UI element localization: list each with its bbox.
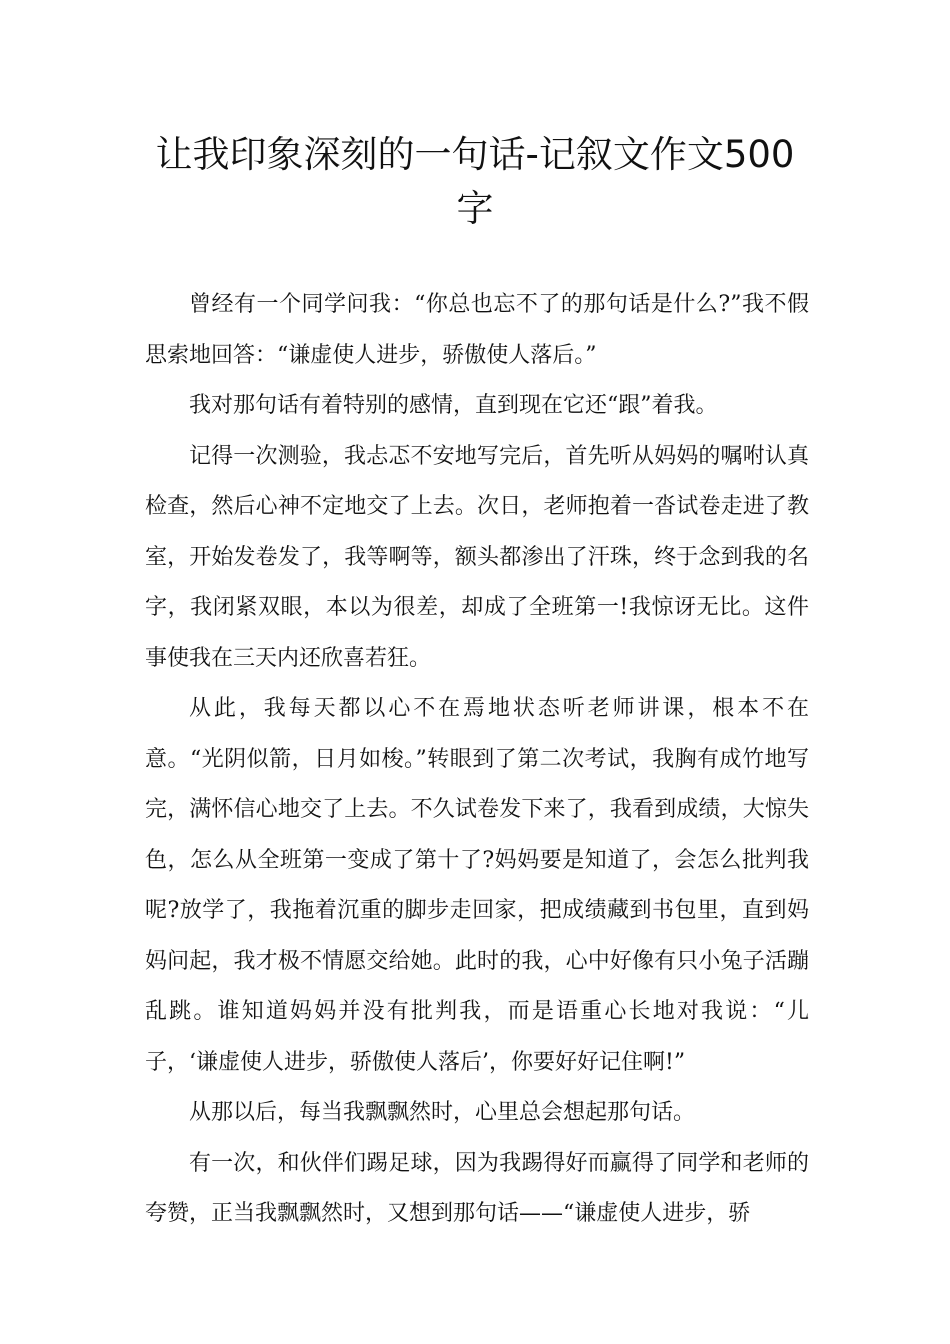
- document-title: 让我印象深刻的一句话-记叙文作文500字: [155, 133, 795, 230]
- paragraph-4: 从此，我每天都以心不在焉地状态听老师讲课，根本不在意。“光阴似箭，日月如梭。”转眼到了第二次考试，我胸有成竹地写完，满怀信心地交了上去。不久试卷发下来了，我看到成绩，大惊失色，怎么从全班第一变成了第十了?妈妈要是知道了，会怎么批判我呢?放学了，我拖着沉重的脚步走回家，把成绩藏到书包里，直到妈妈问起，我才极不情愿交给她。此时的我，心中好像有只小兔子活蹦乱跳。谁知道妈妈并没有批判我，而是语重心长地对我说：“儿子，‘谦虚使人进步，骄傲使人落后’，你要好好记住啊!”: [145, 696, 809, 1075]
- paragraph-2: 我对那句话有着特别的感情，直到现在它还“跟”着我。: [189, 393, 718, 418]
- paragraph-1: 曾经有一个同学问我：“你总也忘不了的那句话是什么?”我不假思索地回答：“谦虚使人进步，骄傲使人落后。”: [145, 292, 809, 368]
- paragraph-5: 从那以后，每当我飘飘然时，心里总会想起那句话。: [189, 1100, 696, 1125]
- document-body: [145, 280, 809, 1240]
- paragraph-3: 记得一次测验，我忐忑不安地写完后，首先听从妈妈的嘱咐认真检查，然后心神不定地交了上去。次日，老师抱着一沓试卷走进了教室，开始发卷发了，我等啊等，额头都渗出了汗珠，终于念到我的名字，我闭紧双眼，本以为很差，却成了全班第一!我惊讶无比。这件事使我在三天内还欣喜若狂。: [145, 443, 809, 671]
- paragraph-6: 有一次，和伙伴们踢足球，因为我踢得好而赢得了同学和老师的夸赞，正当我飘飘然时，又想到那句话——“谦虚使人进步，骄: [145, 1150, 809, 1226]
